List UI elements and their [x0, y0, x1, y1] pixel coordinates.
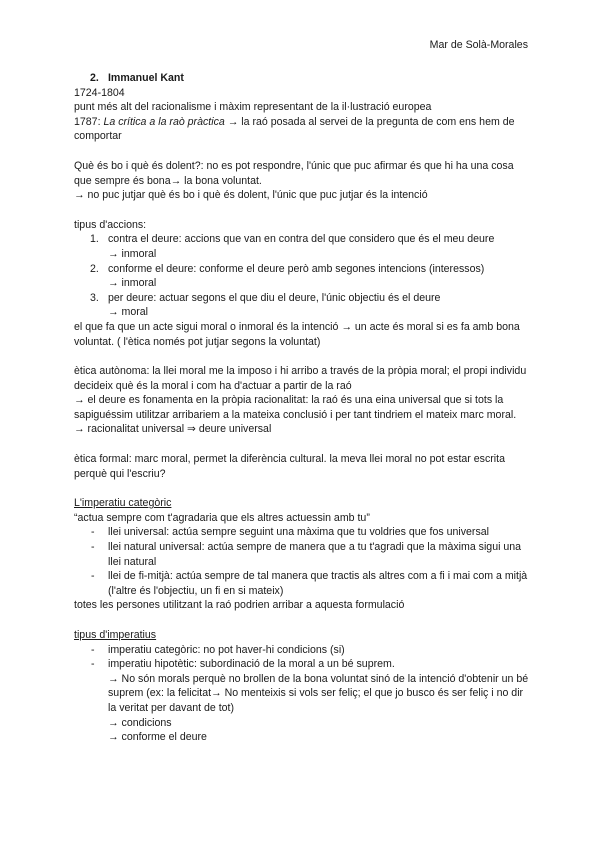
work-year: 1787: [74, 115, 101, 128]
categorical-quote: “actua sempre com t'agradaria que els altres actuessin amb tu” [74, 511, 370, 524]
categorical-list [74, 525, 530, 598]
list-item: 2. conforme el deure: conforme el deure però amb segones intencions (interessos) → inmoral [90, 262, 485, 290]
section-title [90, 71, 530, 86]
document-body [74, 71, 530, 745]
categorical-imperative-heading: L'imperatiu categòric [74, 497, 172, 510]
categorical-conclusion: totes les persones utilitzant la raó podrien arribar a aquesta formulació [74, 599, 405, 612]
duty-rationality-paragraph: → el deure es fonamenta en la pròpia racionalitat: la raó és una eina universal que si tots la sapiguéssim utilitzar arribariem a la mateixa conclusió i per tant tindriem el mateix marc moral. [74, 394, 517, 421]
intro-line: punt més alt del racionalisme i màxim representant de la il·lustració europea [74, 101, 432, 114]
kant-years: 1724-1804 [74, 86, 125, 99]
work-line [74, 115, 530, 144]
page-header-author: Mar de Solà-Morales [429, 39, 528, 51]
actions-list [74, 232, 530, 320]
actions-heading: tipus d'accions: [74, 218, 147, 231]
formal-ethics-paragraph: ètica formal: marc moral, permet la diferència cultural. la meva llei moral no pot estar escrita perquè qui l'escriu? [74, 453, 505, 480]
section-title-text: Immanuel Kant [107, 72, 184, 84]
list-item: - llei universal: actúa sempre seguint una màxima que tu voldries que fos universal [74, 525, 530, 540]
list-item: - llei de fi-mitjà: actúa sempre de tal manera que tractis als altres com a fi i mai com a mitjà (l'altre és l'objectiu, un fi en si mateix) [74, 569, 530, 598]
work-title: La crítica a la raò pràctica [103, 115, 225, 128]
list-item: - llei natural universal: actúa sempre de manera que a tu t'agradi que la màxima sigui una llei natural [74, 540, 530, 569]
good-bad-paragraph: Què és bo i què és dolent?: no es pot respondre, l'únic que puc afirmar és que hi ha una cosa que sempre és bona→ la bona voluntat. [74, 159, 514, 187]
list-item: - imperatiu hipotètic: subordinació de la moral a un bé suprem. → No són morals perquè no brollen de la bona voluntat sinó de la intenció d'obtenir un bé suprem (ex: la felicitat→ No menteixis si vols ser feliç; el que jo busco és ser feliç i no dir la veritat per davant de tot) → condicions → conforme el deure [74, 657, 530, 745]
work-description: → la raó posada al servei de la pregunta de com ens hem de comportar [74, 115, 515, 143]
list-item: 3. per deure: actuar segons el que diu el deure, l'únic objectiu és el deure → moral [90, 291, 441, 319]
imperatives-list [74, 643, 530, 745]
imperatives-heading: tipus d'imperatius [74, 629, 157, 641]
section-number: 2. [90, 72, 99, 84]
actions-conclusion: el que fa que un acte sigui moral o inmoral és la intenció → un acte és moral si es fa amb bona voluntat. ( l'ètica només pot jutjar segons la voluntat) [74, 320, 520, 348]
universal-rationality-line: → racionalitat universal ⇒ deure universal [74, 423, 272, 436]
autonomous-ethics-paragraph: ètica autònoma: la llei moral me la imposo i hi arribo a través de la pròpia moral; el propi individu decideix què és la moral i com ha d'actuar a partir de la raó [74, 365, 527, 392]
intention-paragraph: → no puc jutjar què és bo i què és dolent, l'únic que puc jutjar és la intenció [74, 189, 428, 202]
list-item: - imperatiu categòric: no pot haver-hi condicions (si) [74, 643, 530, 658]
list-item: 1. contra el deure: accions que van en contra del que considero que és el meu deure → inmoral [90, 233, 495, 260]
